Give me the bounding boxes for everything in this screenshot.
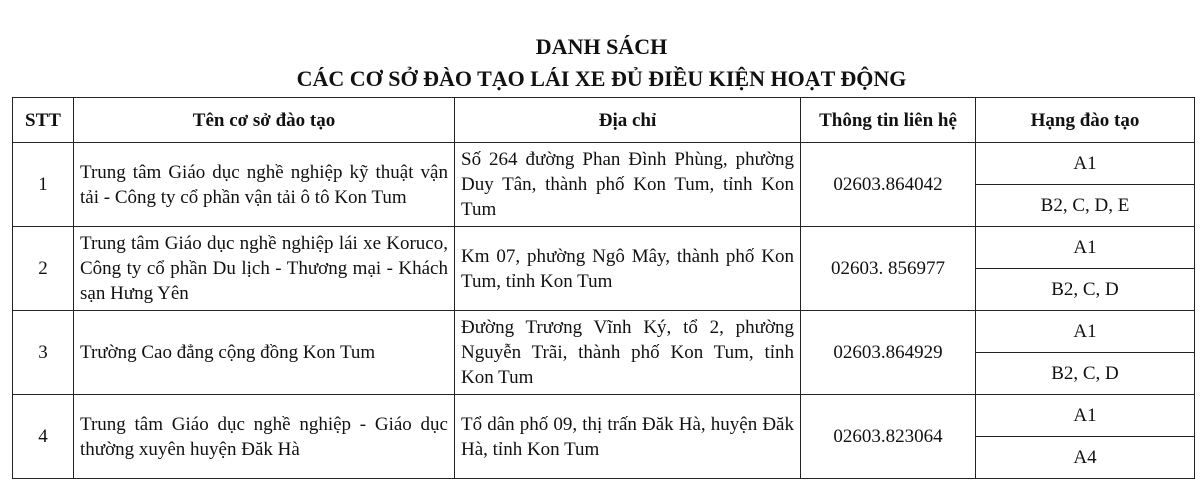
table-row xyxy=(13,143,1195,185)
row-class: A1 xyxy=(976,143,1195,185)
row-stt: 4 xyxy=(13,395,74,479)
row-stt: 2 xyxy=(13,227,74,311)
document-subtitle: CÁC CƠ SỞ ĐÀO TẠO LÁI XE ĐỦ ĐIỀU KIỆN HOẠT ĐỘNG xyxy=(296,66,907,91)
row-address: Số 264 đường Phan Đình Phùng, phường Duy Tân, thành phố Kon Tum, tỉnh Kon Tum xyxy=(455,143,801,227)
row-contact: 02603.864042 xyxy=(801,143,976,227)
row-name: Trung tâm Giáo dục nghề nghiệp kỹ thuật vận tải - Công ty cổ phần vận tải ô tô Kon Tum xyxy=(74,143,455,227)
table-row xyxy=(13,311,1195,353)
header-stt: STT xyxy=(13,98,74,143)
header-name: Tên cơ sở đào tạo xyxy=(74,98,455,143)
row-address: Tổ dân phố 09, thị trấn Đăk Hà, huyện Đăk Hà, tỉnh Kon Tum xyxy=(455,395,801,479)
row-name: Trung tâm Giáo dục nghề nghiệp lái xe Koruco, Công ty cổ phần Du lịch - Thương mại - Khách sạn Hưng Yên xyxy=(74,227,455,311)
training-facilities-table xyxy=(12,97,1195,479)
row-address: Đường Trương Vĩnh Ký, tổ 2, phường Nguyễn Trãi, thành phố Kon Tum, tỉnh Kon Tum xyxy=(455,311,801,395)
row-class: A1 xyxy=(976,311,1195,353)
row-class: B2, C, D xyxy=(976,269,1195,311)
row-contact: 02603.823064 xyxy=(801,395,976,479)
row-stt: 1 xyxy=(13,143,74,227)
row-class: B2, C, D xyxy=(976,353,1195,395)
table-header-row xyxy=(13,98,1195,143)
table-row xyxy=(13,227,1195,269)
header-address: Địa chỉ xyxy=(455,98,801,143)
document-title: DANH SÁCH xyxy=(535,34,668,59)
row-name: Trung tâm Giáo dục nghề nghiệp - Giáo dục thường xuyên huyện Đăk Hà xyxy=(74,395,455,479)
header-class: Hạng đào tạo xyxy=(976,98,1195,143)
row-class: B2, C, D, E xyxy=(976,185,1195,227)
table-row xyxy=(13,395,1195,437)
header-contact: Thông tin liên hệ xyxy=(801,98,976,143)
row-class: A1 xyxy=(976,395,1195,437)
row-stt: 3 xyxy=(13,311,74,395)
row-class: A1 xyxy=(976,227,1195,269)
row-address: Km 07, phường Ngô Mây, thành phố Kon Tum, tỉnh Kon Tum xyxy=(455,227,801,311)
row-name: Trường Cao đẳng cộng đồng Kon Tum xyxy=(74,311,455,395)
row-contact: 02603. 856977 xyxy=(801,227,976,311)
row-class: A4 xyxy=(976,437,1195,479)
row-contact: 02603.864929 xyxy=(801,311,976,395)
